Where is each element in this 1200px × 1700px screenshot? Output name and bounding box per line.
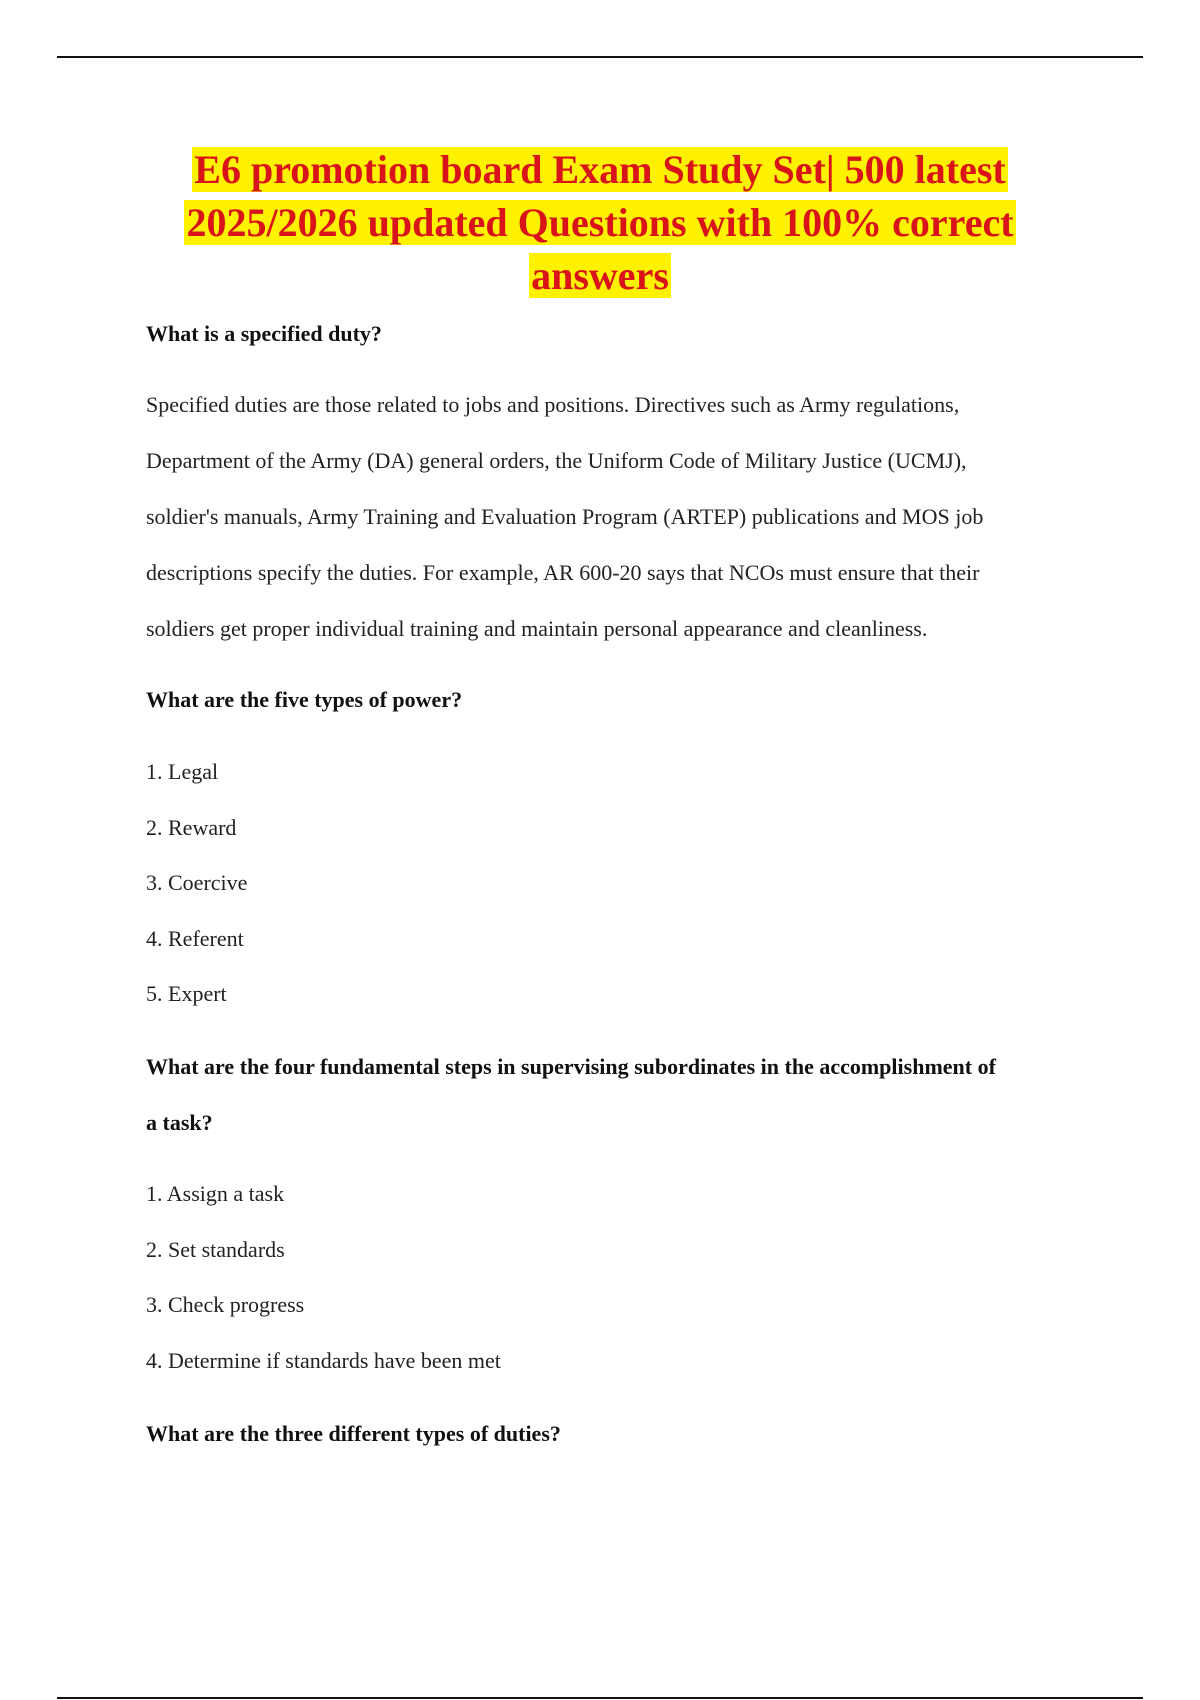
document-title [100, 143, 1100, 302]
list-item: 2. Set standards [146, 1237, 285, 1262]
header-rule [57, 56, 1143, 58]
list-item: 3. Check progress [146, 1292, 305, 1317]
answer-line: soldier's manuals, Army Training and Evaluation Program (ARTEP) publications and MOS job [146, 504, 984, 529]
question-heading: What are the five types of power? [146, 687, 463, 712]
answer-line: Specified duties are those related to jobs and positions. Directives such as Army regulations, [146, 392, 960, 417]
title-line-3: answers [531, 253, 669, 298]
list-item: 3. Coercive [146, 870, 248, 895]
answer-line: descriptions specify the duties. For example, AR 600-20 says that NCOs must ensure that their [146, 560, 980, 585]
list-item: 2. Reward [146, 815, 237, 840]
question-heading: a task? [146, 1110, 213, 1135]
question-heading: What are the three different types of duties? [146, 1421, 561, 1446]
list-item: 4. Referent [146, 926, 244, 951]
footer-rule [57, 1697, 1143, 1699]
list-item: 4. Determine if standards have been met [146, 1348, 501, 1373]
title-line-1: E6 promotion board Exam Study Set| 500 latest [194, 147, 1006, 192]
answer-line: Department of the Army (DA) general orders, the Uniform Code of Military Justice (UCMJ), [146, 448, 967, 473]
question-heading: What is a specified duty? [146, 321, 382, 346]
list-item: 5. Expert [146, 981, 227, 1006]
list-item: 1. Assign a task [146, 1181, 285, 1206]
list-item: 1. Legal [146, 759, 219, 784]
title-line-2: 2025/2026 updated Questions with 100% correct [186, 200, 1014, 245]
answer-line: soldiers get proper individual training and maintain personal appearance and cleanliness. [146, 616, 928, 641]
question-heading: What are the four fundamental steps in supervising subordinates in the accomplishment of [146, 1054, 996, 1079]
